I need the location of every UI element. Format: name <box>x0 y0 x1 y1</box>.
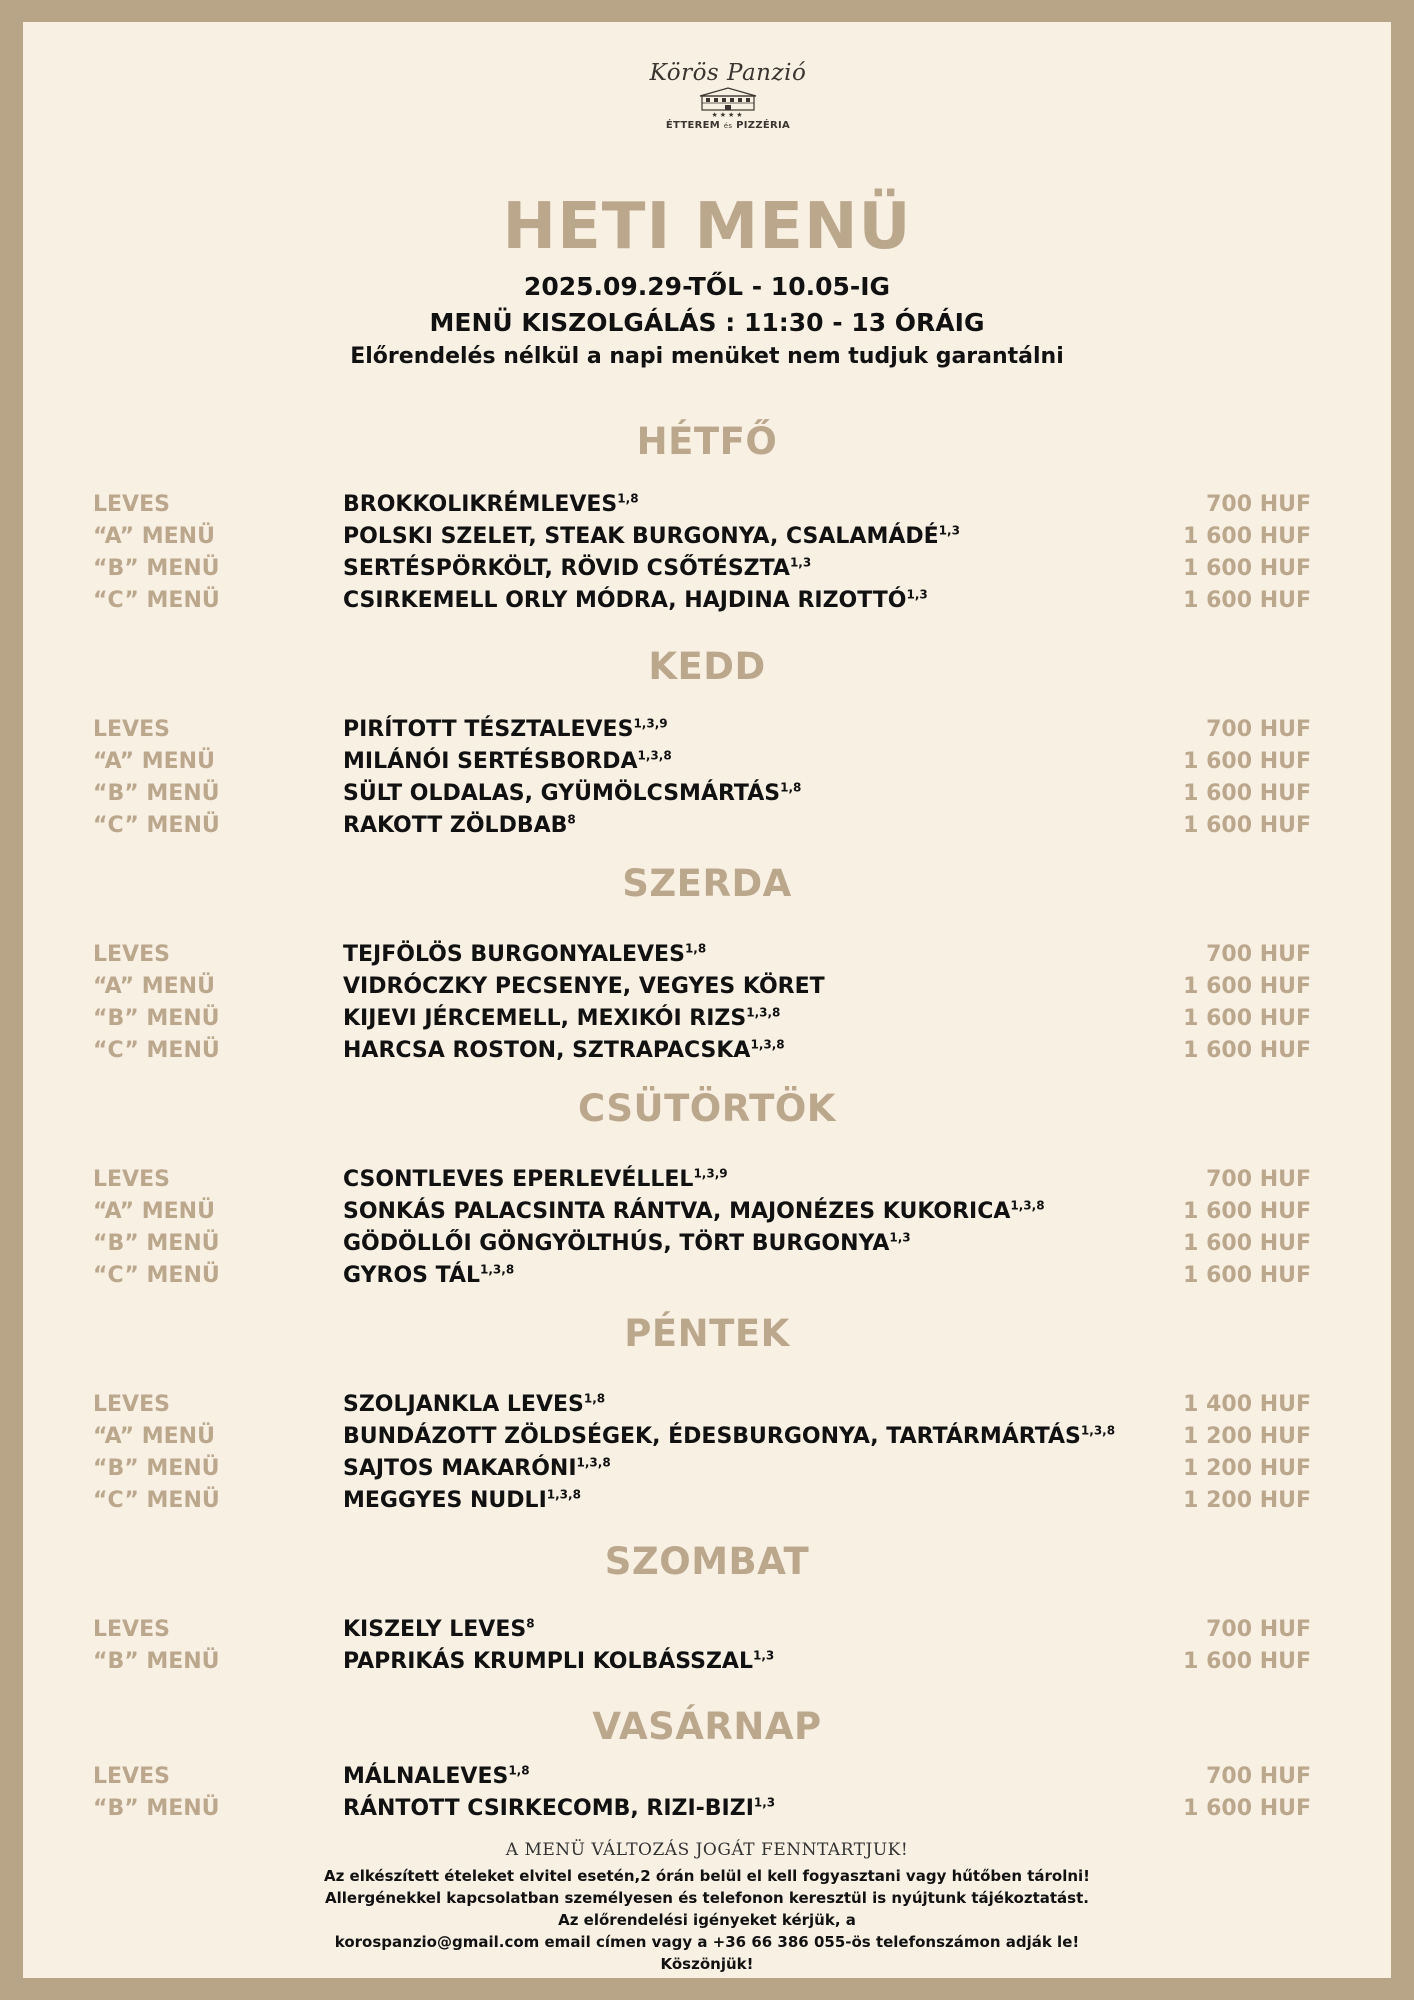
dish-name: SONKÁS PALACSINTA RÁNTVA, MAJONÉZES KUKORICA$^{1,3,8}$ <box>343 1198 1045 1224</box>
price: 1 600 HUF <box>1183 749 1311 774</box>
menu-row <box>23 1392 1391 1422</box>
day-title: VASÁRNAP <box>592 1705 822 1748</box>
price: 1 600 HUF <box>1183 524 1311 549</box>
menu-label: LEVES <box>93 492 170 517</box>
dish-name: KIJEVI JÉRCEMELL, MEXIKÓI RIZS$^{1,3,8}$ <box>343 1005 781 1031</box>
menu-row <box>23 1006 1391 1036</box>
allergen-codes: 1,3,8 <box>1080 1423 1116 1438</box>
allergen-codes: 1,3 <box>938 523 960 538</box>
dish-name: TEJFÖLÖS BURGONYALEVES$^{1,8}$ <box>343 941 707 967</box>
menu-label: “B” MENÜ <box>93 1006 220 1031</box>
menu-label: “C” MENÜ <box>93 1263 220 1288</box>
allergen-codes: 1,3,9 <box>633 716 668 731</box>
dish-name: BUNDÁZOTT ZÖLDSÉGEK, ÉDESBURGONYA, TARTÁRMÁRTÁS$^{1,3,8}$ <box>343 1423 1116 1449</box>
dish-name: BROKKOLIKRÉMLEVES$^{1,8}$ <box>343 491 639 517</box>
price: 700 HUF <box>1206 1764 1311 1789</box>
price: 1 600 HUF <box>1183 588 1311 613</box>
menu-label: LEVES <box>93 1392 170 1417</box>
allergen-codes: 1,3 <box>752 1648 775 1663</box>
dish-name: CSONTLEVES EPERLEVÉLLEL$^{1,3,9}$ <box>343 1166 728 1192</box>
menu-row <box>23 1038 1391 1068</box>
menu-row <box>23 717 1391 747</box>
menu-row <box>23 1231 1391 1261</box>
price: 1 600 HUF <box>1183 781 1311 806</box>
dish-name: RAKOTT ZÖLDBAB$^8$ <box>343 812 576 838</box>
allergen-codes: 1,3,8 <box>750 1037 785 1052</box>
price: 700 HUF <box>1206 1617 1311 1642</box>
footer-line: korospanzio@gmail.com email címen vagy a +36 66 386 055-ös telefonszámon adják le! <box>334 1933 1080 1951</box>
menu-row <box>23 1649 1391 1679</box>
building-icon <box>696 86 760 112</box>
allergen-codes: 1,3,8 <box>576 1455 611 1470</box>
menu-row <box>23 1488 1391 1518</box>
dish-name: GYROS TÁL$^{1,3,8}$ <box>343 1262 515 1288</box>
menu-label: “B” MENÜ <box>93 1649 220 1674</box>
menu-row <box>23 556 1391 586</box>
menu-label: “C” MENÜ <box>93 1488 220 1513</box>
price: 1 600 HUF <box>1183 813 1311 838</box>
price: 1 600 HUF <box>1183 1199 1311 1224</box>
allergen-codes: 1,3,8 <box>746 1005 781 1020</box>
allergen-codes: 1,8 <box>508 1763 530 1778</box>
price: 1 600 HUF <box>1183 1263 1311 1288</box>
menu-row <box>23 974 1391 1004</box>
menu-row <box>23 942 1391 972</box>
allergen-codes: 1,8 <box>684 941 707 956</box>
menu-row <box>23 813 1391 843</box>
menu-label: “C” MENÜ <box>93 588 220 613</box>
preorder-note: Előrendelés nélkül a napi menüket nem tudjuk garantálni <box>350 344 1064 369</box>
price: 700 HUF <box>1206 942 1311 967</box>
allergen-codes: 8 <box>526 1616 535 1631</box>
menu-label: “C” MENÜ <box>93 813 220 838</box>
allergen-codes: 1,3,8 <box>480 1262 515 1277</box>
menu-label: “B” MENÜ <box>93 556 220 581</box>
dish-name: MILÁNÓI SERTÉSBORDA$^{1,3,8}$ <box>343 748 672 774</box>
menu-label: “B” MENÜ <box>93 1231 220 1256</box>
price: 1 200 HUF <box>1183 1424 1311 1449</box>
dish-name: PAPRIKÁS KRUMPLI KOLBÁSSZAL$^{1,3}$ <box>343 1648 775 1674</box>
dish-name: SERTÉSPÖRKÖLT, RÖVID CSŐTÉSZTA$^{1,3}$ <box>343 555 812 581</box>
price: 700 HUF <box>1206 492 1311 517</box>
allergen-codes: 1,3,8 <box>1010 1198 1045 1213</box>
menu-label: “A” MENÜ <box>93 1199 215 1224</box>
menu-row <box>23 1199 1391 1229</box>
menu-row <box>23 588 1391 618</box>
menu-page <box>23 22 1391 1978</box>
day-title: HÉTFŐ <box>636 420 778 463</box>
price: 1 600 HUF <box>1183 1796 1311 1821</box>
menu-label: “B” MENÜ <box>93 781 220 806</box>
menu-label: LEVES <box>93 717 170 742</box>
allergen-codes: 1,8 <box>617 491 639 506</box>
menu-row <box>23 1167 1391 1197</box>
restaurant-logo <box>648 60 808 180</box>
menu-row <box>23 1456 1391 1486</box>
menu-row <box>23 1796 1391 1826</box>
allergen-codes: 1,3 <box>889 1230 911 1245</box>
allergen-codes: 1,8 <box>780 780 802 795</box>
dish-name: MÁLNALEVES$^{1,8}$ <box>343 1763 530 1789</box>
day-title: PÉNTEK <box>624 1312 790 1355</box>
date-range: 2025.09.29-TŐL - 10.05-IG <box>523 272 891 301</box>
logo-subtitle: ÉTTEREM és PIZZÉRIA <box>665 120 791 131</box>
price: 700 HUF <box>1206 717 1311 742</box>
menu-label: “B” MENÜ <box>93 1456 220 1481</box>
menu-label: LEVES <box>93 942 170 967</box>
price: 700 HUF <box>1206 1167 1311 1192</box>
menu-label: LEVES <box>93 1167 170 1192</box>
menu-label: “B” MENÜ <box>93 1796 220 1821</box>
menu-row <box>23 1263 1391 1293</box>
menu-label: “A” MENÜ <box>93 1424 215 1449</box>
dish-name: SZOLJANKLA LEVES$^{1,8}$ <box>343 1391 606 1417</box>
day-title: CSÜTÖRTÖK <box>578 1087 836 1130</box>
logo-stars: ★★★★ <box>711 111 745 119</box>
menu-row <box>23 492 1391 522</box>
menu-label: “A” MENÜ <box>93 524 215 549</box>
price: 1 600 HUF <box>1183 1006 1311 1031</box>
menu-row <box>23 1424 1391 1454</box>
day-title: SZOMBAT <box>604 1540 810 1583</box>
dish-name: HARCSA ROSTON, SZTRAPACSKA$^{1,3,8}$ <box>343 1037 785 1063</box>
dish-name: VIDRÓCZKY PECSENYE, VEGYES KÖRET <box>343 974 825 999</box>
page-title: HETI MENÜ <box>502 190 912 264</box>
allergen-codes: 1,3,8 <box>546 1487 581 1502</box>
price: 1 200 HUF <box>1183 1488 1311 1513</box>
menu-row <box>23 749 1391 779</box>
dish-name: SÜLT OLDALAS, GYÜMÖLCSMÁRTÁS$^{1,8}$ <box>343 780 802 806</box>
allergen-codes: 1,3,9 <box>693 1166 728 1181</box>
dish-name: MEGGYES NUDLI$^{1,3,8}$ <box>343 1487 581 1513</box>
menu-label: “C” MENÜ <box>93 1038 220 1063</box>
allergen-codes: 1,8 <box>583 1391 606 1406</box>
menu-label: “A” MENÜ <box>93 974 215 999</box>
menu-row <box>23 1617 1391 1647</box>
dish-name: CSIRKEMELL ORLY MÓDRA, HAJDINA RIZOTTÓ$^{1,3}$ <box>343 587 928 613</box>
menu-row <box>23 1764 1391 1794</box>
day-title: KEDD <box>648 645 766 688</box>
allergen-codes: 1,3,8 <box>637 748 672 763</box>
menu-label: LEVES <box>93 1764 170 1789</box>
footer-line: Az előrendelési igényeket kérjük, a <box>558 1911 856 1929</box>
footer-line: Allergénekkel kapcsolatban személyesen és telefonon keresztül is nyújtunk tájékoztatást. <box>325 1889 1089 1907</box>
dish-name: PIRÍTOTT TÉSZTALEVES$^{1,3,9}$ <box>343 716 668 742</box>
price: 1 600 HUF <box>1183 556 1311 581</box>
change-notice: A MENÜ VÁLTOZÁS JOGÁT FENNTARTJUK! <box>505 1840 909 1860</box>
service-hours: MENÜ KISZOLGÁLÁS : 11:30 - 13 ÓRÁIG <box>429 308 985 337</box>
footer-line: Az elkészített ételeket elvitel esetén,2 órán belül el kell fogyasztani vagy hűtőben tárolni! <box>323 1867 1091 1885</box>
dish-name: SAJTOS MAKARÓNI$^{1,3,8}$ <box>343 1455 611 1481</box>
menu-label: “A” MENÜ <box>93 749 215 774</box>
logo-script-name: Körös Panzió <box>649 60 807 86</box>
price: 1 400 HUF <box>1183 1392 1311 1417</box>
allergen-codes: 1,3 <box>906 587 928 602</box>
dish-name: RÁNTOTT CSIRKECOMB, RIZI-BIZI$^{1,3}$ <box>343 1795 776 1821</box>
footer-line: Köszönjük! <box>660 1955 754 1973</box>
day-title: SZERDA <box>622 862 792 905</box>
price: 1 200 HUF <box>1183 1456 1311 1481</box>
allergen-codes: 1,3 <box>789 555 812 570</box>
menu-row <box>23 524 1391 554</box>
price: 1 600 HUF <box>1183 1649 1311 1674</box>
price: 1 600 HUF <box>1183 1038 1311 1063</box>
dish-name: GÖDÖLLŐI GÖNGYÖLTHÚS, TÖRT BURGONYA$^{1,3}$ <box>343 1230 911 1256</box>
price: 1 600 HUF <box>1183 1231 1311 1256</box>
allergen-codes: 1,3 <box>753 1795 776 1810</box>
price: 1 600 HUF <box>1183 974 1311 999</box>
allergen-codes: 8 <box>567 812 576 827</box>
dish-name: KISZELY LEVES$^8$ <box>343 1616 535 1642</box>
dish-name: POLSKI SZELET, STEAK BURGONYA, CSALAMÁDÉ$^{1,3}$ <box>343 523 960 549</box>
menu-row <box>23 781 1391 811</box>
menu-label: LEVES <box>93 1617 170 1642</box>
